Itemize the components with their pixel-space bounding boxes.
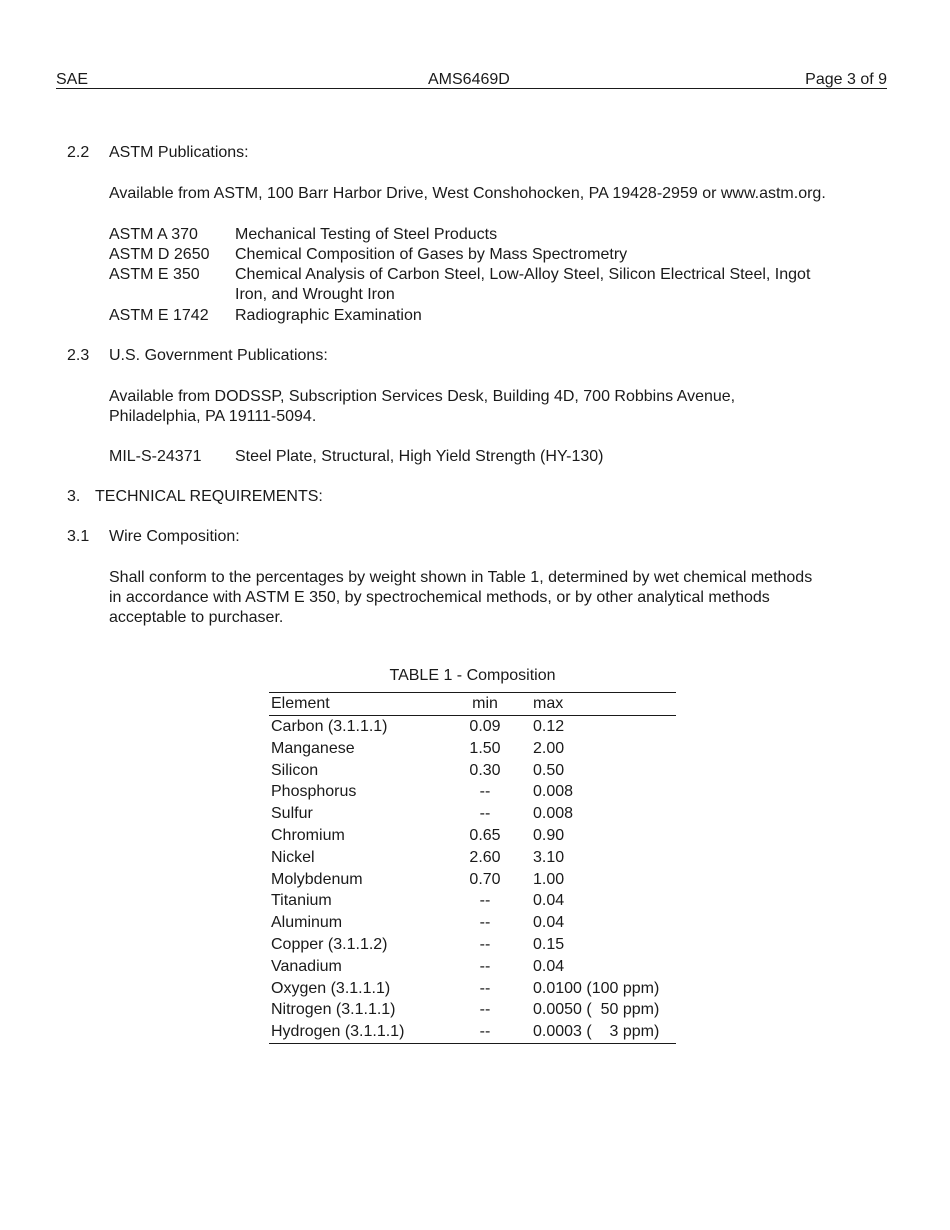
max-cell: 0.0050 ( 50 ppm): [533, 1001, 660, 1019]
reference-code: ASTM E 350: [109, 266, 200, 283]
min-cell: --: [479, 892, 491, 910]
reference-title: Steel Plate, Structural, High Yield Strength (HY-130): [235, 448, 604, 465]
paragraph-line: Shall conform to the percentages by weight shown in Table 1, determined by wet chemical methods: [109, 569, 813, 586]
section-number: 3.: [67, 488, 81, 505]
header-rule: [56, 88, 887, 89]
max-cell: 0.90: [533, 826, 565, 844]
header-center: AMS6469D: [428, 71, 510, 88]
min-cell: --: [479, 935, 491, 953]
element-cell: Silicon: [271, 761, 319, 779]
reference-code: ASTM E 1742: [109, 307, 209, 324]
element-cell: Chromium: [271, 826, 345, 844]
min-cell: --: [479, 979, 491, 997]
min-cell: 0.09: [469, 718, 501, 735]
reference-title: Radiographic Examination: [235, 307, 422, 324]
table-row: [269, 760, 676, 782]
min-cell: 0.30: [469, 761, 501, 779]
min-cell: --: [479, 1001, 491, 1019]
element-cell: Phosphorus: [271, 783, 357, 801]
availability-text: Available from DODSSP, Subscription Services Desk, Building 4D, 700 Robbins Avenue,: [109, 388, 736, 405]
table-header-row: [269, 693, 676, 716]
min-cell: --: [479, 805, 491, 823]
paragraph-line: acceptable to purchaser.: [109, 609, 284, 626]
element-cell: Vanadium: [271, 957, 342, 975]
availability-text: Philadelphia, PA 19111-5094.: [109, 408, 317, 425]
max-cell: 0.15: [533, 935, 565, 953]
element-cell: Copper (3.1.1.2): [271, 935, 388, 953]
section-number: 2.2: [67, 144, 90, 161]
table-row: [269, 781, 676, 803]
table-row: [269, 847, 676, 869]
element-cell: Hydrogen (3.1.1.1): [271, 1023, 405, 1041]
max-cell: 0.50: [533, 761, 565, 779]
reference-title: Chemical Composition of Gases by Mass Spectrometry: [235, 246, 628, 263]
min-cell: 0.70: [469, 870, 501, 888]
section-title: TECHNICAL REQUIREMENTS:: [95, 488, 323, 505]
max-cell: 2.00: [533, 739, 565, 757]
min-cell: --: [479, 957, 491, 975]
reference-code: ASTM D 2650: [109, 246, 210, 263]
reference-title: Mechanical Testing of Steel Products: [235, 226, 498, 243]
table-row: [269, 803, 676, 825]
max-cell: 0.04: [533, 892, 565, 910]
table-row: [269, 738, 676, 760]
min-cell: --: [479, 1023, 491, 1041]
section-title: U.S. Government Publications:: [109, 347, 328, 364]
column-header-element: Element: [269, 693, 453, 716]
composition-table: [269, 692, 676, 1044]
column-header-min: min: [453, 693, 517, 716]
paragraph-line: in accordance with ASTM E 350, by spectrochemical methods, or by other analytical methods: [109, 589, 770, 606]
max-cell: 0.008: [533, 783, 574, 801]
element-cell: Aluminum: [271, 914, 343, 932]
table-row: [269, 716, 676, 738]
max-cell: 0.0003 ( 3 ppm): [533, 1023, 660, 1041]
section-number: 2.3: [67, 347, 90, 364]
reference-code: ASTM A 370: [109, 226, 198, 243]
element-cell: Molybdenum: [271, 870, 363, 888]
min-cell: 1.50: [469, 739, 501, 757]
element-cell: Titanium: [271, 892, 332, 910]
max-cell: 0.04: [533, 957, 565, 975]
table-caption: TABLE 1 - Composition: [389, 667, 556, 684]
table-row: [269, 1021, 676, 1043]
element-cell: Oxygen (3.1.1.1): [271, 979, 391, 997]
element-cell: Manganese: [271, 739, 355, 757]
max-cell: 0.04: [533, 914, 565, 932]
table-row: [269, 825, 676, 847]
table-row: [269, 978, 676, 1000]
section-title: Wire Composition:: [109, 528, 240, 545]
header-right: Page 3 of 9: [805, 71, 887, 88]
max-cell: 0.008: [533, 805, 574, 823]
header-left: SAE: [56, 71, 89, 88]
table-row: [269, 999, 676, 1021]
table-row: [269, 890, 676, 912]
availability-text: Available from ASTM, 100 Barr Harbor Drive, West Conshohocken, PA 19428-2959 or www.astm.org.: [109, 185, 826, 202]
max-cell: 0.0100 (100 ppm): [533, 979, 660, 997]
table-row: [269, 912, 676, 934]
min-cell: --: [479, 783, 491, 801]
min-cell: 2.60: [469, 848, 501, 866]
reference-title-continued: Iron, and Wrought Iron: [235, 286, 395, 303]
table-row: [269, 956, 676, 978]
element-cell: Nickel: [271, 848, 315, 866]
reference-title: Chemical Analysis of Carbon Steel, Low-Alloy Steel, Silicon Electrical Steel, Ingot: [235, 266, 811, 283]
element-cell: Sulfur: [271, 805, 313, 823]
min-cell: --: [479, 914, 491, 932]
max-cell: 1.00: [533, 870, 565, 888]
reference-code: MIL-S-24371: [109, 448, 202, 465]
element-cell: Carbon (3.1.1.1): [271, 718, 388, 735]
column-header-max: max: [517, 693, 676, 716]
table-row: [269, 869, 676, 891]
element-cell: Nitrogen (3.1.1.1): [271, 1001, 396, 1019]
section-number: 3.1: [67, 528, 90, 545]
table-row: [269, 934, 676, 956]
max-cell: 0.12: [533, 718, 565, 735]
section-title: ASTM Publications:: [109, 144, 249, 161]
max-cell: 3.10: [533, 848, 565, 866]
min-cell: 0.65: [469, 826, 501, 844]
